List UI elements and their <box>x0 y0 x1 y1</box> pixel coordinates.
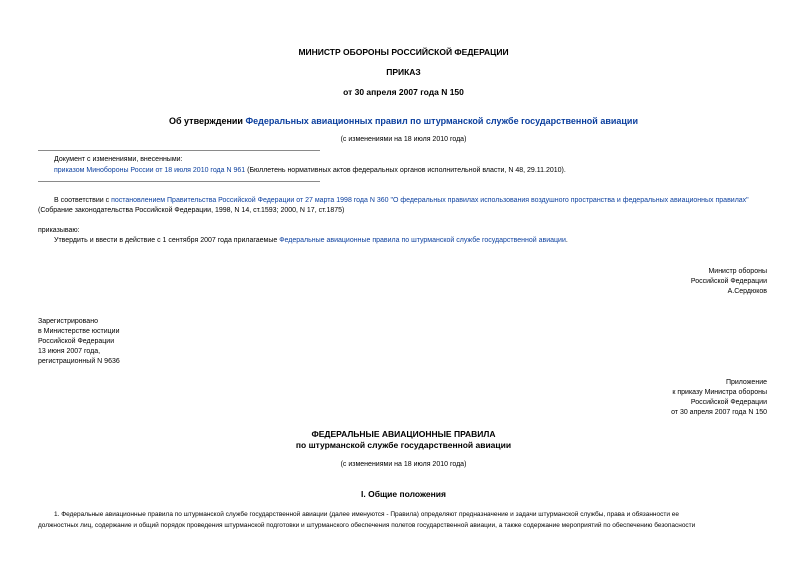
rules-changes-note: (с изменениями на 18 июля 2010 года) <box>340 461 467 468</box>
preamble-line-2: (Собрание законодательства Российской Федерации, 1998, N 14, ст.1593; 2000, N 17, ст.1875) <box>38 207 345 214</box>
changes-note: (с изменениями на 18 июля 2010 года) <box>340 136 467 143</box>
preamble-line-1 <box>54 196 749 205</box>
section-heading: I. Общие положения <box>361 489 446 499</box>
order-text <box>54 236 568 245</box>
amend-box-top-rule <box>38 150 320 151</box>
registration-line-4: 13 июня 2007 года, <box>38 348 101 355</box>
amend-box-title: Документ с изменениями, внесенными: <box>54 156 183 163</box>
registration-line-2: в Министерстве юстиции <box>38 328 120 335</box>
appendix-line-1: Приложение <box>725 379 767 386</box>
amend-box-line <box>54 166 566 175</box>
document-title <box>0 116 807 126</box>
signature-line-2: Российской Федерации <box>690 278 767 285</box>
order-text-link[interactable]: Федеральные авиационные правила по штурманской службе государственной авиации <box>279 237 566 244</box>
paragraph-1-line-2: должностных лиц, содержание и общий порядок проведения штурманской подготовки и штурманского обеспечения полетов государственной авиации, а также содержание мероприятий по обеспечению безопасности <box>38 522 696 529</box>
title-prefix: Об утверждении <box>168 116 246 126</box>
appendix-line-4: от 30 апреля 2007 года N 150 <box>671 409 767 416</box>
paragraph-1-line-1: 1. Федеральные авиационные правила по штурманской службе государственной авиации (далее именуются - Правила) определяют предназначение и задачи штурманской службы, права и обязанности ее <box>54 511 680 518</box>
preamble-pre: В соответствии с <box>54 197 112 204</box>
amend-link[interactable]: приказом Минобороны России от 18 июля 2010 года N 961 <box>54 167 246 174</box>
preamble-link[interactable]: постановлением Правительства Российской Федерации от 27 марта 1998 года N 360 "О федеральных правилах использования воздушного пространства и федеральных авиационных правилах" <box>111 197 749 204</box>
registration-line-5: регистрационный N 9636 <box>38 358 120 365</box>
title-link[interactable]: Федеральных авиационных правил по штурманской службе государственной авиации <box>245 116 639 126</box>
registration-line-1: Зарегистрировано <box>38 318 98 325</box>
order-date: от 30 апреля 2007 года N 150 <box>343 87 464 97</box>
signature-line-1: Министр обороны <box>708 268 767 275</box>
amend-box-bottom-rule <box>38 181 320 182</box>
signature-line-3: А.Сердюков <box>727 288 767 295</box>
appendix-line-2: к приказу Министра обороны <box>672 389 767 396</box>
doc-type-heading: ПРИКАЗ <box>386 67 421 77</box>
appendix-line-3: Российской Федерации <box>690 399 767 406</box>
order-text-pre: Утвердить и ввести в действие с 1 сентября 2007 года прилагаемые <box>54 237 280 244</box>
registration-line-3: Российской Федерации <box>38 338 115 345</box>
order-text-post: . <box>565 237 568 244</box>
rules-title-line-1: ФЕДЕРАЛЬНЫЕ АВИАЦИОННЫЕ ПРАВИЛА <box>311 429 496 439</box>
ministry-heading: МИНИСТР ОБОРОНЫ РОССИЙСКОЙ ФЕДЕРАЦИИ <box>298 47 509 57</box>
amend-rest: (Бюллетень нормативных актов федеральных органов исполнительной власти, N 48, 29.11.2010). <box>245 167 566 174</box>
order-word: приказываю: <box>38 227 80 234</box>
rules-title-line-2: по штурманской службе государственной авиации <box>295 440 512 450</box>
